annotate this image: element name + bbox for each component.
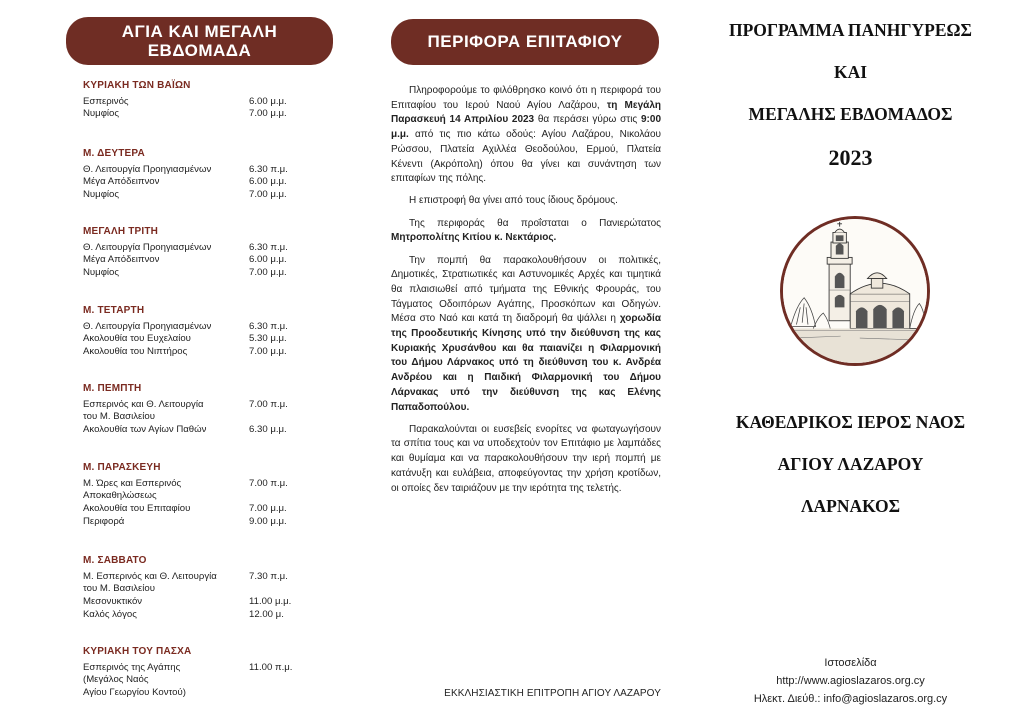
event-time: 7.00 μ.μ.: [249, 503, 287, 515]
event-name: Καλός λόγος: [83, 608, 137, 620]
day-title: Μ. ΤΕΤΑΡΤΗ: [83, 305, 145, 316]
event-time: 7.00 μ.μ.: [249, 346, 287, 358]
event-row: [83, 333, 333, 346]
event-name: (Μεγάλος Ναός: [83, 674, 149, 686]
event-name: Περιφορά: [83, 515, 125, 527]
event-time: [249, 687, 333, 700]
metropolitan-name: Μητροπολίτης Κιτίου κ. Νεκτάριος.: [391, 232, 557, 244]
event-name: Αποκαθηλώσεως: [83, 490, 157, 502]
cover-year: 2023: [828, 145, 873, 170]
church-name-line3: ΛΑΡΝΑΚΟΣ: [800, 496, 901, 516]
event-time: 7.00 μ.μ.: [249, 267, 287, 279]
email-link[interactable]: Ηλεκτ. Διεύθ.: info@agioslazaros.org.cy: [753, 693, 948, 705]
event-row: [83, 321, 333, 334]
event-row: [83, 176, 333, 189]
event-row: [83, 254, 333, 267]
event-name: Νυμφίος: [83, 267, 120, 279]
event-row: [83, 424, 333, 437]
event-time: [249, 674, 333, 687]
event-time: 6.00 μ.μ.: [249, 95, 287, 107]
event-row: [83, 267, 333, 280]
procession-header: ΠΕΡΙΦΟΡΑ ΕΠΙΤΑΦΙΟΥ: [391, 19, 659, 65]
event-time: 5.30 μ.μ.: [249, 333, 287, 345]
event-time: 6.30 π.μ.: [249, 320, 288, 332]
event-name: Θ. Λειτουργία Προηγιασμένων: [83, 241, 212, 253]
event-time: 7.00 μ.μ.: [249, 189, 287, 201]
day-block: [83, 305, 333, 359]
event-row: [83, 503, 333, 516]
event-time: 7.00 π.μ.: [249, 477, 288, 489]
event-row: [83, 242, 333, 255]
event-row: [83, 583, 333, 596]
day-block: [83, 148, 333, 202]
text: θα περάσει γύρω στις: [534, 114, 641, 126]
schedule-panel: [0, 0, 345, 719]
event-time: 6.30 π.μ.: [249, 241, 288, 253]
event-row: [83, 399, 333, 412]
event-row: [83, 346, 333, 359]
event-name: Ακολουθία των Αγίων Παθών: [83, 424, 207, 436]
day-title: Μ. ΠΕΜΠΤΗ: [83, 383, 142, 394]
event-time: 6.00 μ.μ.: [249, 176, 287, 188]
event-time: 11.00 μ.μ.: [249, 596, 292, 608]
event-time: 6.30 μ.μ.: [249, 424, 287, 436]
day-block: [83, 555, 333, 622]
text: Πληροφορούμε το φιλόθρησκο κοινό ότι η περιφορά του Επιταφίου του Ιερού Ναού Αγίου Λαζάρου,: [391, 85, 661, 111]
event-time: 7.30 π.μ.: [249, 570, 288, 582]
day-block: [83, 80, 333, 121]
event-name: Θ. Λειτουργία Προηγιασμένων: [83, 320, 212, 332]
day-block: [83, 462, 333, 529]
day-title: ΚΥΡΙΑΚΗ ΤΩΝ ΒΑΪΩΝ: [83, 80, 191, 91]
event-name: Αγίου Γεωργίου Κοντού): [83, 687, 186, 699]
event-row: [83, 189, 333, 202]
event-time: 6.00 μ.μ.: [249, 254, 287, 266]
event-time: [249, 583, 333, 596]
day-block: [83, 226, 333, 280]
event-name: Μέγα Απόδειπνον: [83, 176, 160, 188]
website-link[interactable]: http://www.agioslazaros.org.cy: [776, 675, 925, 687]
day-title: Μ. ΠΑΡΑΣΚΕΥΗ: [83, 462, 161, 473]
event-name: του Μ. Βασιλείου: [83, 411, 156, 423]
event-name: Μεσονυκτικόν: [83, 596, 143, 608]
paragraph-participants: [391, 254, 661, 416]
date-emphasis: τη Μεγάλη Παρασκευή 14 Απριλίου 2023: [391, 99, 661, 126]
schedule-header-line1: ΑΓΙΑ ΚΑΙ ΜΕΓΑΛΗ: [121, 22, 278, 41]
cover-title-line1: ΠΡΟΓΡΑΜΜΑ ΠΑΝΗΓΥΡΕΩΣ: [729, 20, 972, 40]
event-name: Θ. Λειτουργία Προηγιασμένων: [83, 163, 212, 175]
event-row: [83, 596, 333, 609]
event-name: Ακολουθία του Επιταφίου: [83, 503, 191, 515]
paragraph-presiding: [391, 217, 661, 246]
church-illustration: [780, 216, 930, 366]
event-time: [249, 490, 333, 503]
event-row: [83, 662, 333, 675]
event-name: Νυμφίος: [83, 108, 120, 120]
text: Την πομπή θα παρακολουθήσουν οι πολιτικές, Δημοτικές, Στρατιωτικές και Αστυνομικές Αρχές και τιμητικά θα πλαισιωθεί από τμήματα της Εθνικής Φρουράς, του Τάγματος Οδοιπόρων Αγάπης, Προσκόπων και Οδηγών. Μέσα στο Ναό και κατά τη διαδρομή θα ψάλλει η: [391, 254, 661, 325]
event-time: 12.00 μ.: [249, 608, 284, 620]
church-drawing-icon: [783, 219, 927, 363]
event-row: [83, 96, 333, 109]
event-time: 7.00 π.μ.: [249, 398, 288, 410]
day-title: ΚΥΡΙΑΚΗ ΤΟΥ ΠΑΣΧΑ: [83, 646, 192, 657]
time-emphasis: 9:00 μ.μ.: [391, 114, 661, 141]
text: Της περιφοράς θα προΐσταται ο Πανιερώτατος: [409, 217, 661, 229]
website-label: Ιστοσελίδα: [824, 657, 877, 669]
text: από τις πιο κάτω οδούς: Αγίου Λαζάρου, Νικολάου Ρώσσου, Πλατεία Αχιλλέα Θεοδούλου, Ερμού, Πλατεία Κένεντι (Ακρόπολη) όπου θα γίνει και συνάντηση των επιταφίων της πόλης.: [391, 129, 661, 185]
event-row: [83, 571, 333, 584]
event-row: [83, 687, 333, 700]
schedule-header-line2: ΕΒΔΟΜΑΔΑ: [147, 41, 252, 60]
event-row: [83, 411, 333, 424]
day-block: [83, 646, 333, 700]
cover-title-line2: ΚΑΙ: [833, 62, 868, 82]
event-name: Μέγα Απόδειπνον: [83, 254, 160, 266]
event-name: Εσπερινός και Θ. Λειτουργία: [83, 398, 204, 410]
church-name-line2: ΑΓΙΟΥ ΛΑΖΑΡΟΥ: [777, 454, 924, 474]
event-name: Μ. Εσπερινός και Θ. Λειτουργία: [83, 570, 217, 582]
event-name: του Μ. Βασιλείου: [83, 583, 156, 595]
schedule-header: [66, 17, 333, 65]
event-name: Ακολουθία του Ευχελαίου: [83, 333, 191, 345]
event-row: [83, 108, 333, 121]
event-time: [249, 411, 333, 424]
day-title: Μ. ΣΑΒΒΑΤΟ: [83, 555, 147, 566]
cover-panel: [677, 0, 1024, 719]
event-name: Ακολουθία του Νιπτήρος: [83, 346, 188, 358]
day-title: Μ. ΔΕΥΤΕΡΑ: [83, 148, 145, 159]
event-row: [83, 516, 333, 529]
event-name: Μ. Ώρες και Εσπερινός: [83, 477, 182, 489]
event-row: [83, 609, 333, 622]
paragraph-return: Η επιστροφή θα γίνει από τους ίδιους δρόμους.: [409, 195, 618, 207]
day-title: ΜΕΓΑΛΗ ΤΡΙΤΗ: [83, 226, 159, 237]
event-row: [83, 164, 333, 177]
event-row: [83, 674, 333, 687]
event-row: [83, 478, 333, 491]
event-time: 6.30 π.μ.: [249, 163, 288, 175]
event-time: 7.00 μ.μ.: [249, 108, 287, 120]
event-name: Νυμφίος: [83, 189, 120, 201]
event-row: [83, 490, 333, 503]
cover-title-line3: ΜΕΓΑΛΗΣ ΕΒΔΟΜΑΔΟΣ: [748, 104, 953, 124]
event-time: 9.00 μ.μ.: [249, 515, 287, 527]
event-time: 11.00 π.μ.: [249, 661, 293, 673]
paragraph-request: Παρακαλούνται οι ευσεβείς ενορίτες να φωταγωγήσουν τα σπίτια τους και να υποδεχτούν τον Επιτάφιο με λαμπάδες και θυμίαμα και να παρακολουθήσουν την ιερή πομπή με κατάνυξη και ευλάβεια, αποφεύγοντας την χρήση κροτίδων, οι οποίες δεν ταιριάζουν με την ιερότητα της τελετής.: [391, 423, 661, 494]
paragraph-intro: [391, 84, 661, 187]
signature: ΕΚΚΛΗΣΙΑΣΤΙΚΗ ΕΠΙΤΡΟΠΗ ΑΓΙΟΥ ΛΑΖΑΡΟΥ: [444, 688, 661, 699]
event-name: Εσπερινός της Αγάπης: [83, 661, 181, 673]
day-block: [83, 383, 333, 437]
event-name: Εσπερινός: [83, 95, 129, 107]
church-name-line1: ΚΑΘΕΔΡΙΚΟΣ ΙΕΡΟΣ ΝΑΟΣ: [735, 412, 966, 432]
procession-text: [391, 84, 661, 504]
procession-panel: [345, 0, 677, 719]
choir-band-emphasis: χορωδία της Προοδευτικής Κίνησης υπό την διεύθυνση της κας Κυριακής Χρυσάνθου και θα παιανίζει η Φιλαρμονική του Δήμου Λάρνακος υπό τη διεύθυνση του κ. Ανδρέα Ανδρέου και η Παιδική Φιλαρμονική του Δήμου Λάρνακας υπό την διεύθυνση της κας Ελένης Παπαδοπούλου.: [391, 313, 661, 413]
